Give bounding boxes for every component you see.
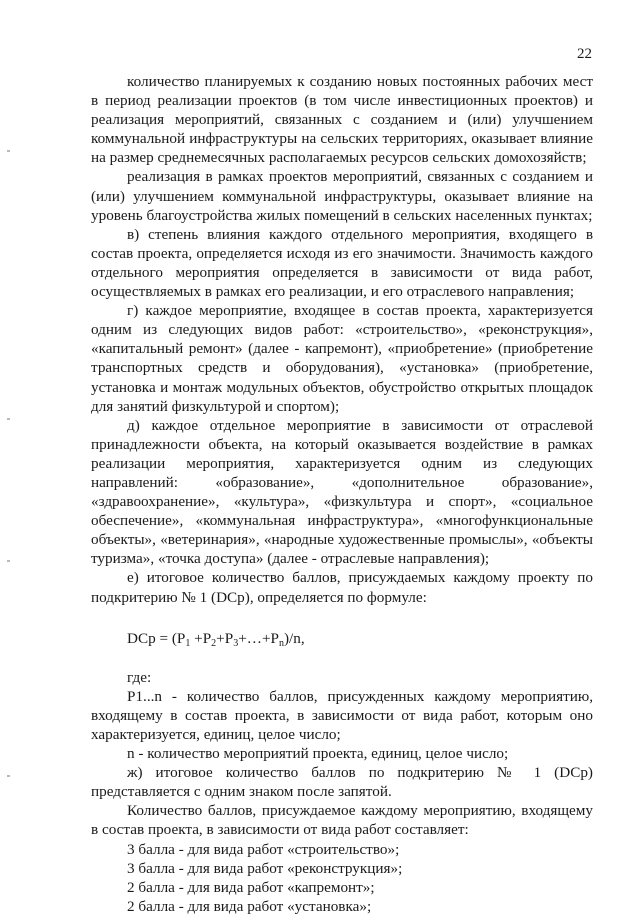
formula-subscript: 2 — [211, 637, 217, 649]
paragraph-item-zh: ж) итоговое количество баллов по подкритерию № 1 (DCp) представляется с одним знаком после запятой. — [91, 764, 593, 801]
list-item: 3 балла - для вида работ «строительство»; — [127, 840, 400, 858]
formula-text: DCp = (P — [127, 629, 186, 647]
list-item: 3 балла - для вида работ «реконструкция»; — [127, 859, 403, 877]
paragraph-item-e: е) итоговое количество баллов, присуждаемых каждому проекту по подкритерию № 1 (DCp), определяется по формуле: — [91, 569, 593, 606]
margin-mark — [7, 775, 10, 777]
formula — [91, 629, 593, 648]
formula-subscript: 1 — [185, 637, 191, 649]
list-item: 2 балла - для вида работ «установка»; — [127, 897, 372, 915]
body-text — [91, 72, 593, 916]
formula-subscript: 3 — [233, 637, 239, 649]
formula-text: +P — [216, 629, 234, 647]
margin-mark — [7, 150, 10, 152]
paragraph-definition: P1...n - количество баллов, присужденных каждому мероприятию, входящему в состав проекта, в зависимости от вида работ, которым оно характеризуется, единиц, целое число; — [91, 687, 593, 743]
paragraph: Количество баллов, присуждаемое каждому мероприятию, входящему в состав проекта, в зависимости от вида работ составляет: — [91, 802, 593, 839]
paragraph: реализация в рамках проектов мероприятий, связанных с созданием и (или) улучшением коммунальной инфраструктуры, оказывает влияние на уровень благоустройства жилых помещений в сельских населенных пунктах; — [91, 168, 593, 224]
margin-mark — [7, 418, 10, 420]
page-number: 22 — [577, 46, 592, 62]
where-label: где: — [127, 668, 152, 686]
formula-text: )/n, — [283, 629, 305, 647]
paragraph-item-d: д) каждое отдельное мероприятие в зависимости от отраслевой принадлежности объекта, на который оказывается воздействие в рамках реализации мероприятия, характеризуется одним из следующих направлений: «образование», «дополнительное образование», «здравоохранение», «культура», «физкультура и спорт», «социальное обеспечение», «коммунальная инфраструктура», «многофункциональные объекты», «ветеринария», «народные художественные промыслы», «объекты туризма», «точка доступа» (далее - отраслевые направления); — [91, 416, 593, 568]
margin-mark — [7, 560, 10, 562]
paragraph-item-v: в) степень влияния каждого отдельного мероприятия, входящего в состав проекта, определяется исходя из его значимости. Значимость каждого отдельного мероприятия определяется в зависимости от вида работ, осуществляемых в рамках его реализации, и его отраслевого направления; — [91, 225, 593, 301]
paragraph: количество планируемых к созданию новых постоянных рабочих мест в период реализации проектов (в том числе инвестиционных проектов) и реализация мероприятий, связанных с созданием и (или) улучшением коммунальной инфраструктуры на сельских территориях, оказывает влияние на размер среднемесячных располагаемых ресурсов сельских домохозяйств; — [91, 73, 593, 167]
paragraph-definition: n - количество мероприятий проекта, единиц, целое число; — [127, 745, 509, 763]
list-item: 2 балла - для вида работ «капремонт»; — [127, 878, 375, 896]
formula-text: +…+P — [238, 629, 279, 647]
formula-subscript: n — [278, 637, 284, 649]
formula-text: +P — [190, 629, 212, 647]
paragraph-item-g: г) каждое мероприятие, входящее в состав проекта, характеризуется одним из следующих видов работ: «строительство», «реконструкция», «капитальный ремонт» (далее - капремонт), «приобретение» (приобретение транспортных средств и оборудования), «установка» (приобретение, установка и монтаж модульных объектов, обустройство открытых площадок для занятий физкультурой и спортом); — [91, 302, 593, 415]
